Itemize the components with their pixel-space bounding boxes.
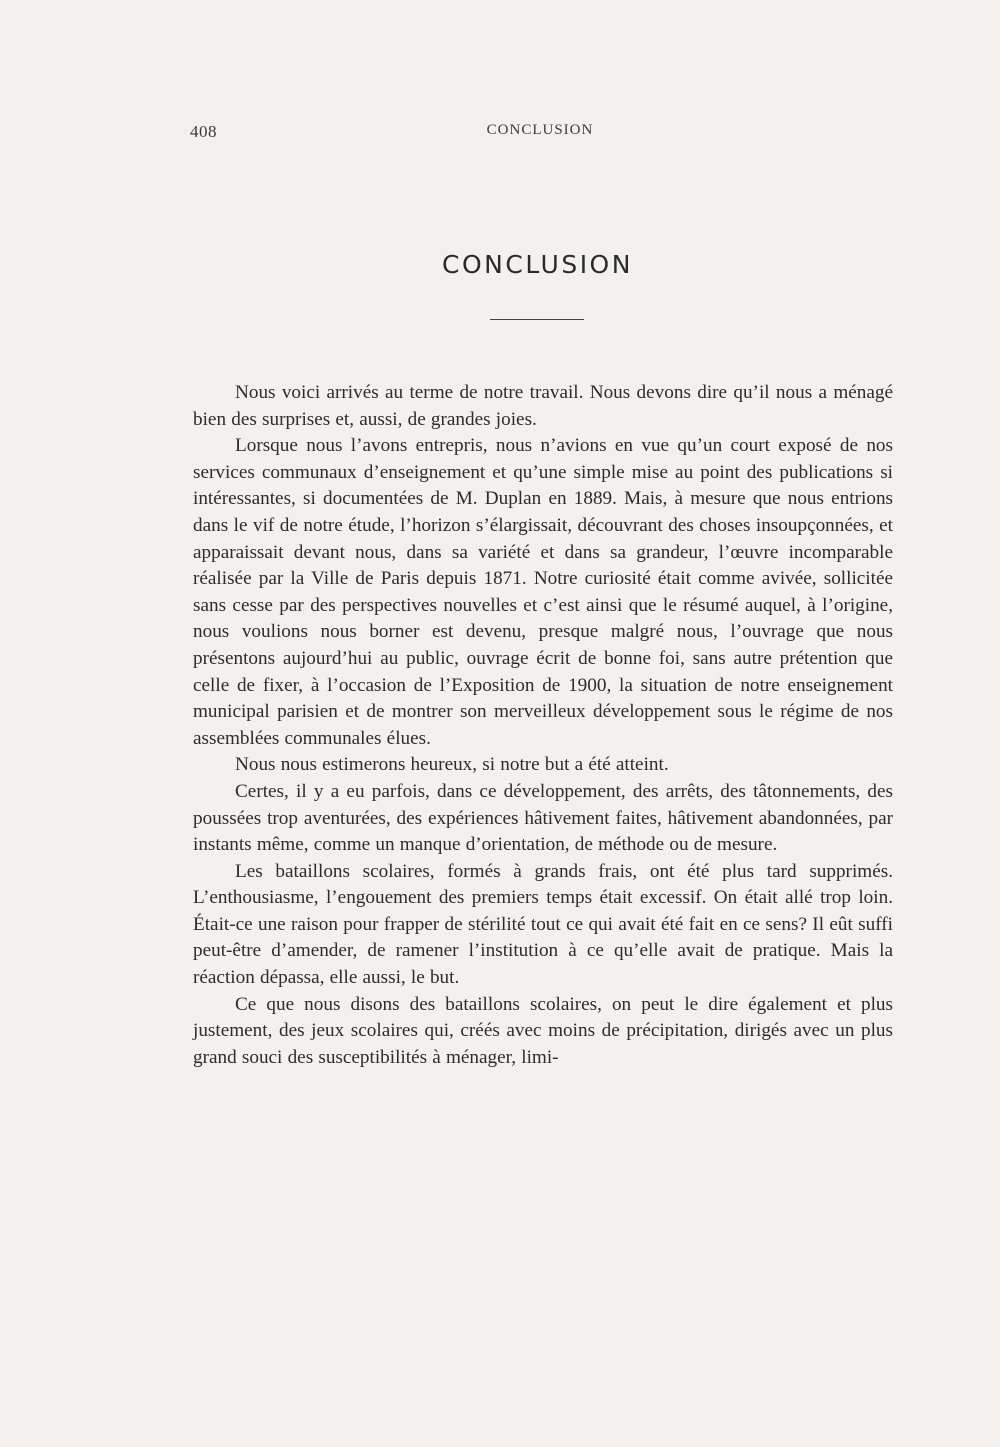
paragraph-6: Ce que nous disons des bataillons scolaires, on peut le dire également et plus justement, des jeux scolaires qui, créés avec moins de précipitation, dirigés avec un plus grand souci des susceptibilités à ménager, limi- xyxy=(193,993,893,1068)
chapter-title: CONCLUSION xyxy=(442,250,633,279)
paragraph-2: Lorsque nous l’avons entrepris, nous n’avions en vue qu’un court exposé de nos services communaux d’enseignement et qu’une simple mise au point des publications si intéressantes, si documentées de M. Duplan en 1889. Mais, à mesure que nous entrions dans le vif de notre étude, l’horizon s’élargissait, découvrant des choses insoupçonnées, et apparaissait devant nous, dans sa variété et dans sa grandeur, l’œuvre incomparable réalisée par la Ville de Paris depuis 1871. Notre curiosité était comme avivée, sollicitée sans cesse par des perspectives nouvelles et c’est ainsi que le résumé auquel, à l’origine, nous voulions nous borner est devenu, presque malgré nous, l’ouvrage que nous présentons aujourd’hui au public, ouvrage écrit de bonne foi, sans autre prétention que celle de fixer, à l’occasion de l’Exposition de 1900, la situation de notre enseignement municipal parisien et de montrer son merveilleux développement sous le régime de nos assemblées communales élues. xyxy=(193,435,893,749)
body-text xyxy=(193,380,893,1071)
running-title: CONCLUSION xyxy=(486,122,594,138)
title-divider xyxy=(490,319,584,320)
paragraph-3: Nous nous estimerons heureux, si notre but a été atteint. xyxy=(235,754,669,776)
paragraph-4: Certes, il y a eu parfois, dans ce développement, des arrêts, des tâtonnements, des poussées trop aventurées, des expériences hâtivement faites, hâtivement abandonnées, par instants même, comme un manque d’orientation, de méthode ou de mesure. xyxy=(193,780,893,856)
paragraph-5: Les bataillons scolaires, formés à grands frais, ont été plus tard supprimés. L’enthousiasme, l’engouement des premiers temps était excessif. On était allé trop loin. Était-ce une raison pour frapper de stérilité tout ce qui avait été fait en ce sens? Il eût suffi peut-être d’amender, de ramener l’institution à ce qu’elle avait de pratique. Mais la réaction dépassa, elle aussi, le but. xyxy=(193,860,893,989)
page-number: 408 xyxy=(190,122,217,141)
paragraph-1: Nous voici arrivés au terme de notre travail. Nous devons dire qu’il nous a ménagé bien des surprises et, aussi, de grandes joies. xyxy=(193,382,893,430)
running-header xyxy=(190,122,890,146)
